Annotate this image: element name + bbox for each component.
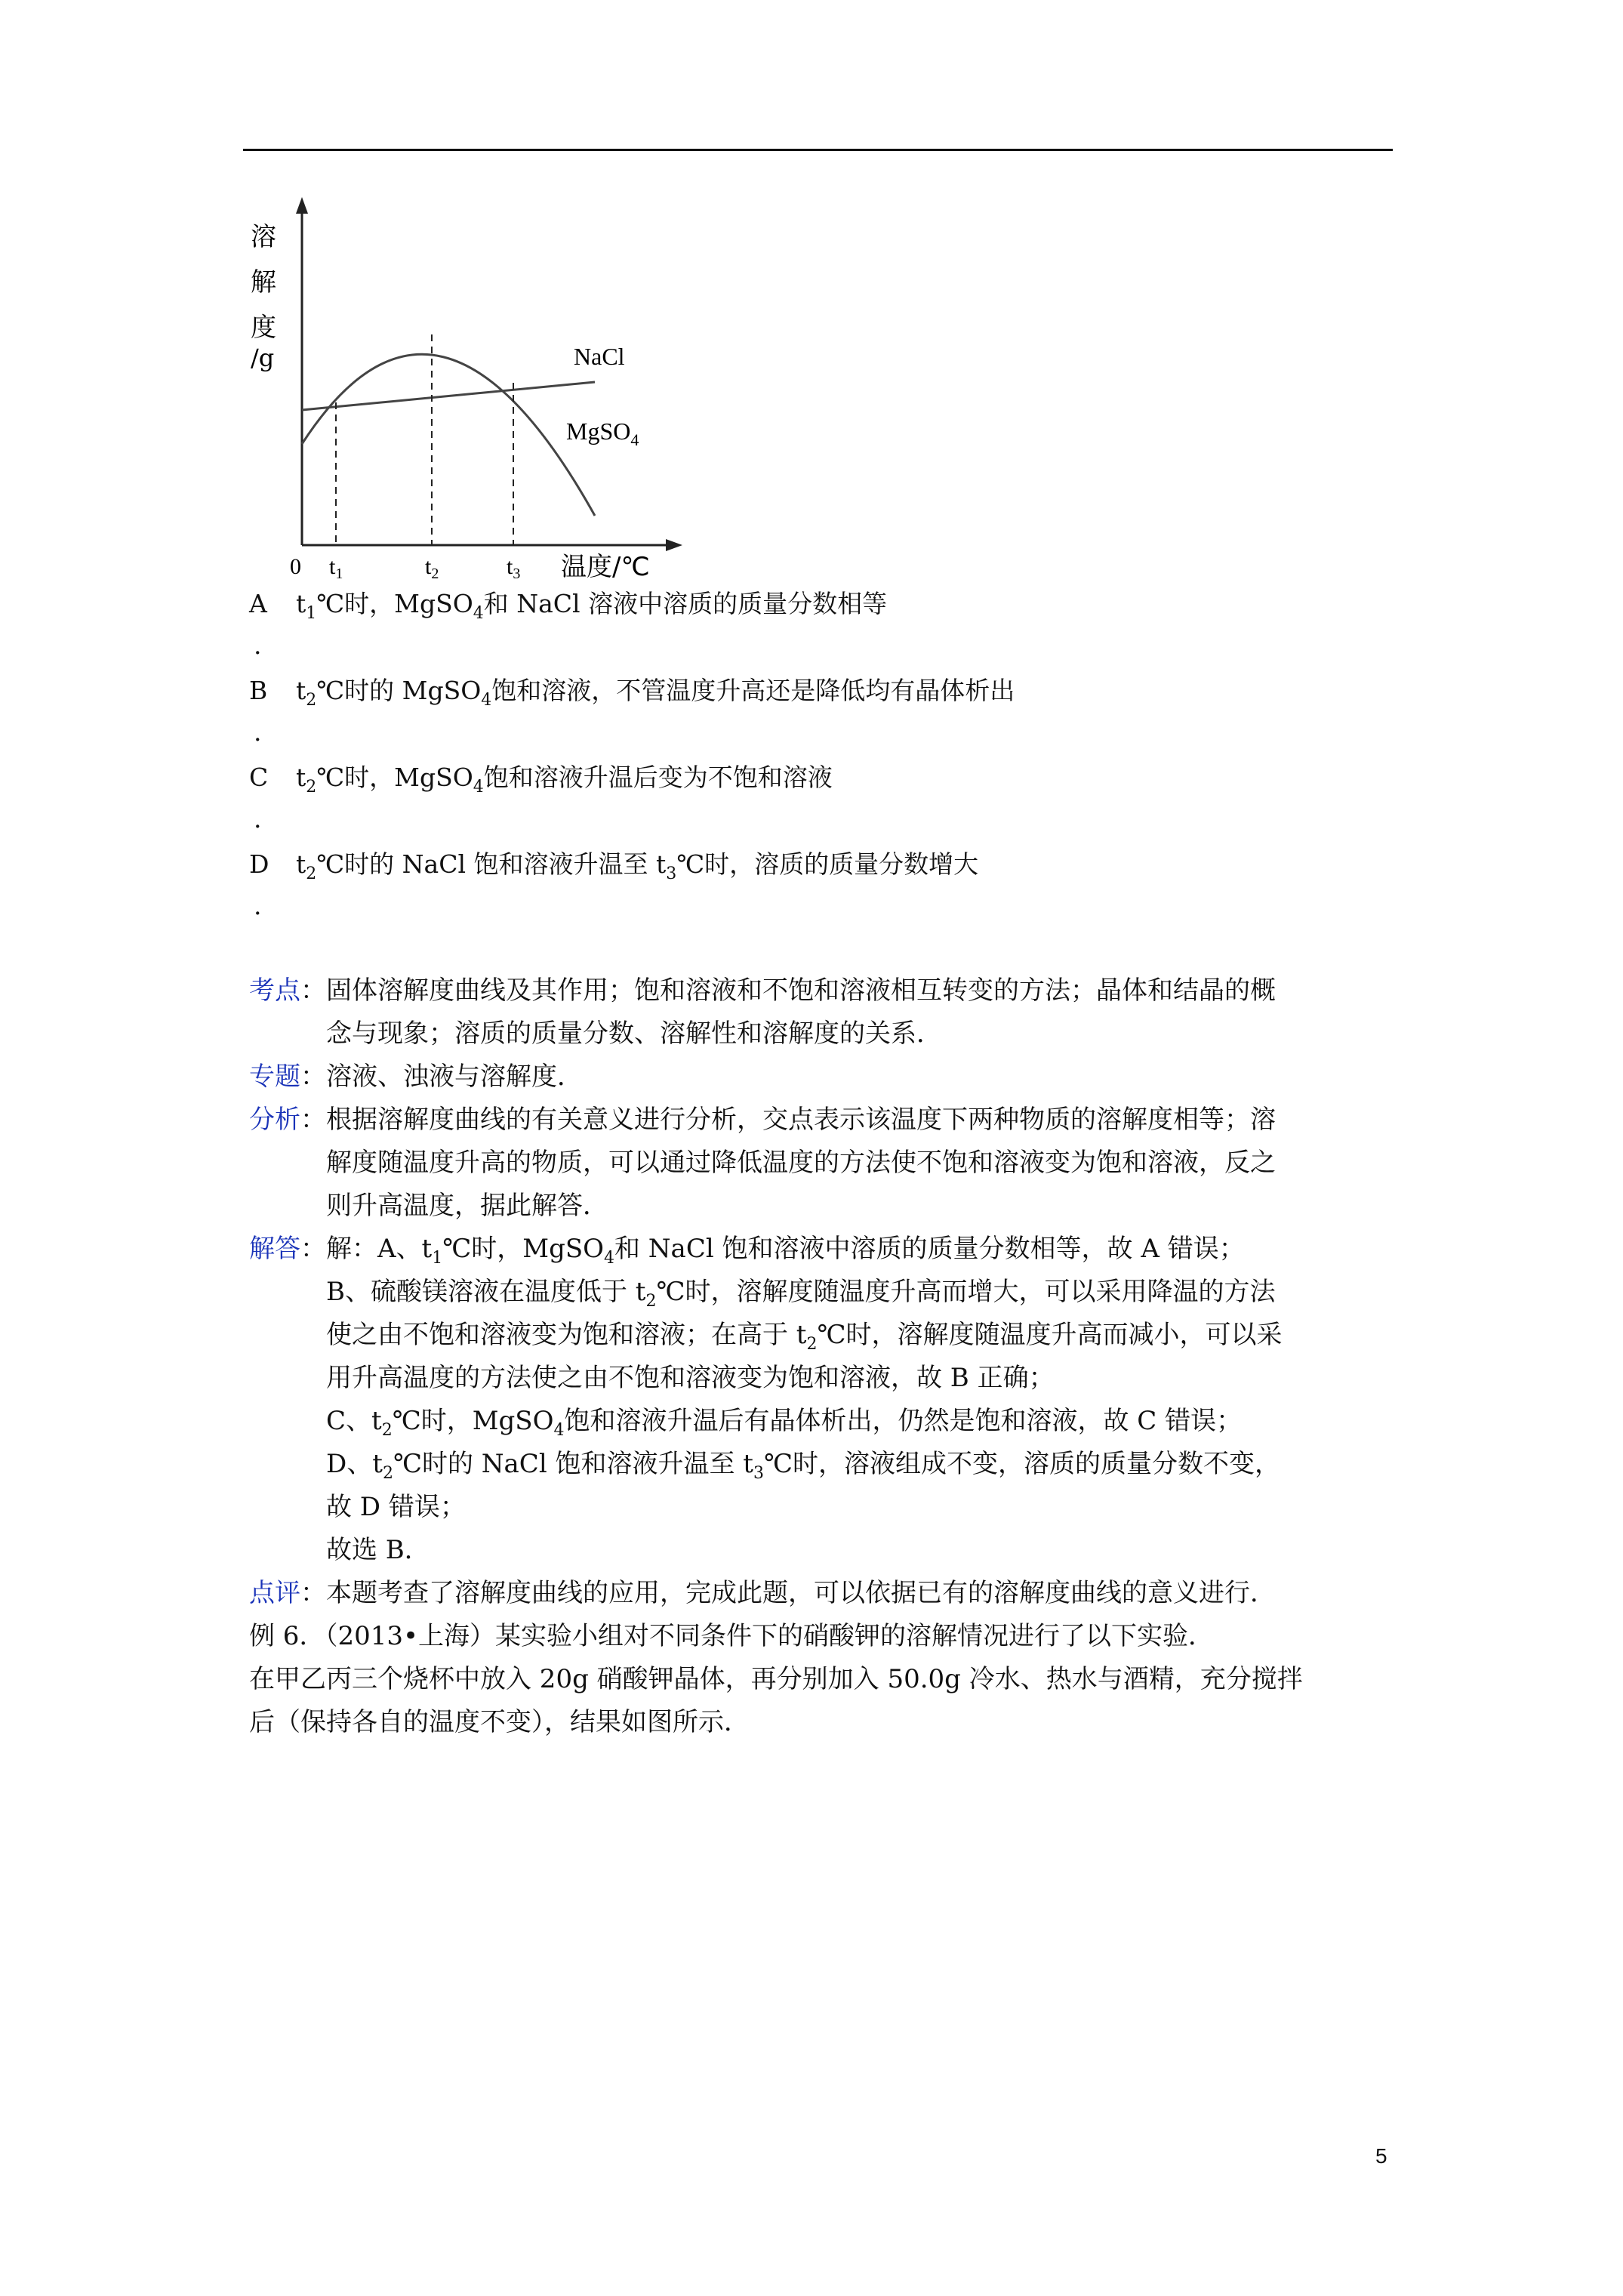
mgso4-curve [302, 354, 595, 516]
page-number: 5 [1375, 2144, 1387, 2168]
y-label-char-3: 度 [251, 313, 276, 343]
tick-t3: $t_3$ [507, 554, 521, 582]
tick-t2: $t_2$ [425, 554, 439, 582]
fenxi-line-2: 解度随温度升高的物质，可以通过降低温度的方法使不饱和溶液变为饱和溶液，反之 [326, 1148, 1276, 1178]
y-label-char-2: 解 [251, 267, 276, 297]
option-a: A $t_1℃$时，MgSO$_4$和 NaCl 溶液中溶质的质量分数相等 [249, 589, 888, 623]
y-label-char-1: 溶 [251, 222, 276, 252]
tick-t1: $t_1$ [329, 554, 343, 582]
x-label: 温度/℃ [561, 552, 650, 582]
jieda-line-8: 故选 B． [326, 1535, 430, 1565]
jieda-line-1: 解答：解：A、$t_1℃$时，MgSO$_4$和 NaCl 饱和溶液中溶质的质量分数相等，故 A 错误； [249, 1234, 1245, 1268]
jieda-line-5: C、$t_2℃$时，MgSO$_4$饱和溶液升温后有晶体析出，仍然是饱和溶液，故 C 错误； [326, 1406, 1243, 1440]
solubility-chart [226, 193, 694, 585]
fenxi-label: 分析 [249, 1105, 300, 1135]
dot-a: . [254, 630, 262, 660]
y-axis-arrow [296, 197, 308, 214]
fenxi-line-1: 分析：根据溶解度曲线的有关意义进行分析，交点表示该温度下两种物质的溶解度相等；溶 [249, 1105, 1276, 1135]
jieda-line-4: 用升高温度的方法使之由不饱和溶液变为饱和溶液，故 B 正确； [326, 1363, 1055, 1393]
option-c: C $t_2℃$时，MgSO$_4$饱和溶液升温后变为不饱和溶液 [249, 763, 833, 797]
zhuanti-line: 专题：溶液、浊液与溶解度． [249, 1062, 583, 1092]
kaodian-line-2: 念与现象；溶质的质量分数、溶解性和溶解度的关系． [326, 1019, 942, 1049]
option-d: D $t_2℃$时的 NaCl 饱和溶液升温至 $t_3℃$时，溶质的质量分数增大 [249, 849, 979, 883]
example-line-1: 例 6．（2013•上海）某实验小组对不同条件下的硝酸钾的溶解情况进行了以下实验． [249, 1621, 1215, 1651]
nacl-line [302, 382, 595, 410]
dianping-label: 点评 [249, 1578, 300, 1608]
header-rule [243, 149, 1393, 151]
mgso4-label: MgSO$_4$ [566, 418, 639, 449]
jieda-line-3: 使之由不饱和溶液变为饱和溶液；在高于 $t_2℃$时，溶解度随温度升高而减小，可以采 [326, 1320, 1283, 1354]
jieda-line-2: B、硫酸镁溶液在温度低于 $t_2℃$时，溶解度随温度升高而增大，可以采用降温的方法 [326, 1277, 1276, 1311]
origin-label: 0 [290, 554, 301, 579]
x-axis-arrow [666, 539, 682, 551]
jieda-line-6: D、$t_2℃$时的 NaCl 饱和溶液升温至 $t_3℃$时，溶液组成不变，溶质的质量分数不变， [326, 1449, 1281, 1483]
jieda-label: 解答 [249, 1234, 300, 1264]
dot-d: . [254, 891, 262, 920]
kaodian-line-1: 考点：固体溶解度曲线及其作用；饱和溶液和不饱和溶液相互转变的方法；晶体和结晶的概 [249, 975, 1276, 1006]
example-line-3: 后（保持各自的温度不变），结果如图所示． [249, 1707, 750, 1737]
kaodian-label: 考点 [249, 975, 300, 1006]
nacl-label: NaCl [574, 343, 625, 370]
fenxi-line-3: 则升高温度，据此解答． [326, 1191, 608, 1221]
dianping-line: 点评：本题考查了溶解度曲线的应用，完成此题，可以依据已有的溶解度曲线的意义进行． [249, 1578, 1276, 1608]
example-line-2: 在甲乙丙三个烧杯中放入 20g 硝酸钾晶体，再分别加入 50.0g 冷水、热水与酒精，充分搅拌 [249, 1664, 1303, 1694]
dot-c: . [254, 804, 262, 834]
jieda-line-7: 故 D 错误； [326, 1492, 466, 1522]
zhuanti-label: 专题 [249, 1062, 300, 1092]
option-b: B $t_2℃$时的 MgSO$_4$饱和溶液，不管温度升高还是降低均有晶体析出 [249, 676, 1015, 710]
y-label-char-4: /g [251, 344, 275, 372]
dot-b: . [254, 717, 262, 747]
